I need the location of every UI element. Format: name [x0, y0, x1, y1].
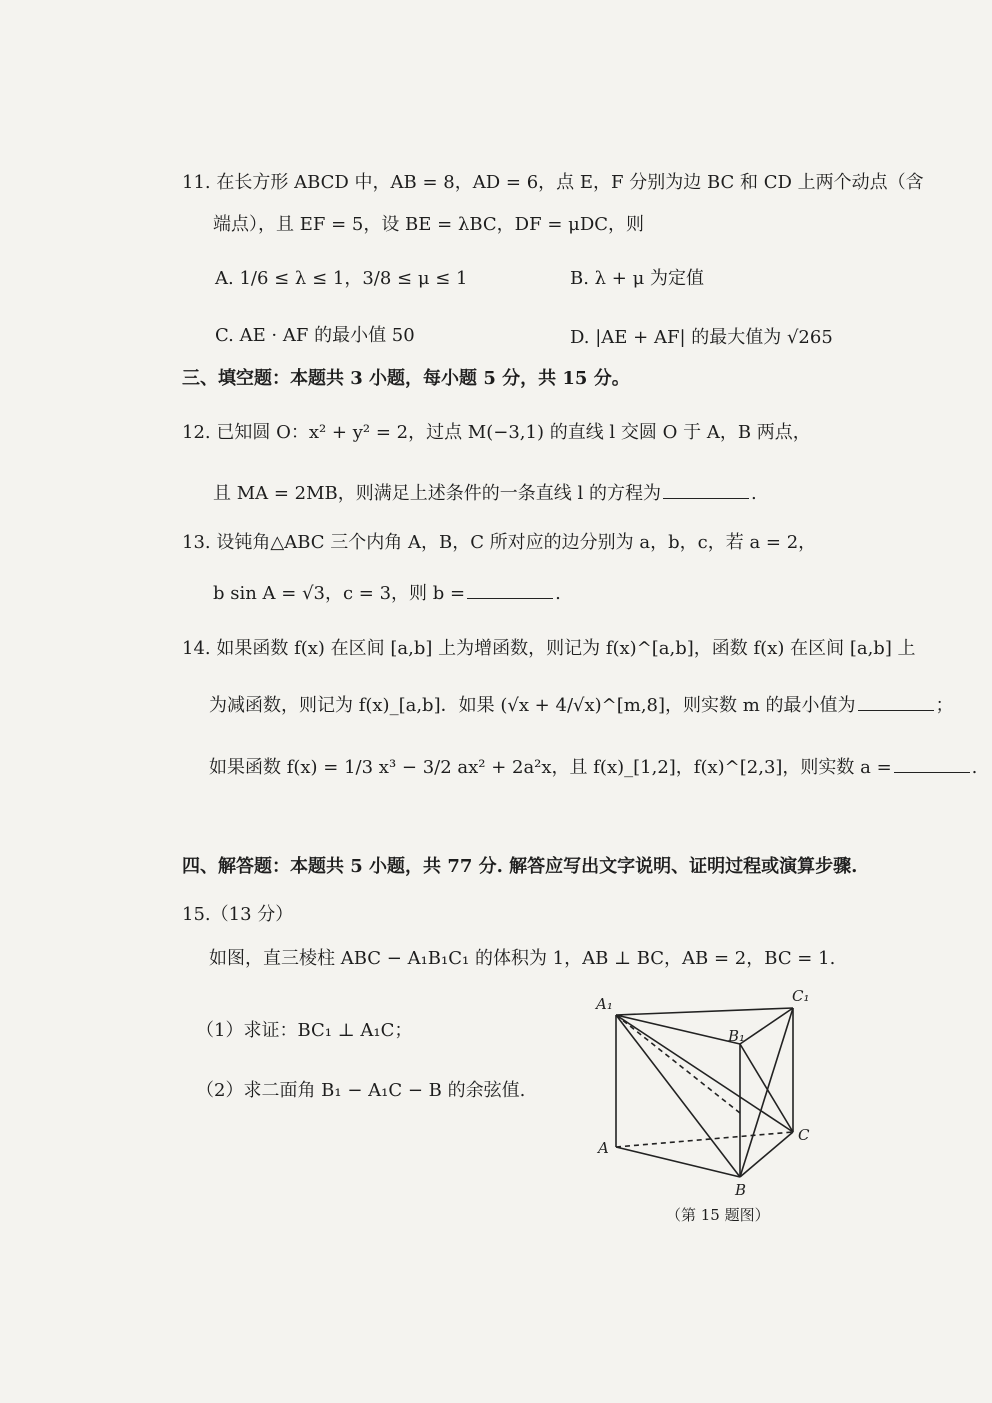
q12-line2: 且 MA = 2MB，则满足上述条件的一条直线 l 的方程为 .	[213, 483, 757, 504]
q13-line1: 13. 设钝角△ABC 三个内角 A，B，C 所对应的边分别为 a，b，c，若 a = 2，	[182, 532, 817, 553]
edge-ac-hidden	[616, 1132, 793, 1147]
section-4-heading: 四、解答题：本题共 5 小题，共 77 分. 解答应写出文字说明、证明过程或演算步骤.	[182, 856, 858, 877]
q11-option-b: B. λ + μ 为定值	[570, 268, 705, 289]
q15-header: 15.（13 分）	[182, 904, 294, 925]
diag-bc1	[740, 1008, 793, 1177]
q13-line2: b sin A = √3，c = 3，则 b = .	[213, 583, 561, 604]
figure-caption: （第 15 题图）	[666, 1206, 770, 1224]
edge-bc	[740, 1132, 793, 1177]
diag-a1c	[616, 1015, 793, 1132]
q13-answer-blank[interactable]	[467, 582, 553, 599]
label-a1: A₁	[596, 995, 613, 1013]
q11-line2: 端点），且 EF = 5，设 BE = λBC，DF = μDC，则	[213, 214, 645, 235]
q14-line3-text: 如果函数 f(x) = 1/3 x³ − 3/2 ax² + 2a²x，且 f(x)_[1,2]，f(x)^[2,3]，则实数 a =	[209, 757, 892, 778]
label-c: C	[798, 1126, 810, 1144]
q12-line1: 12. 已知圆 O：x² + y² = 2，过点 M(−3,1) 的直线 l 交圆 O 于 A，B 两点，	[182, 422, 811, 443]
q11-line1: 11. 在长方形 ABCD 中，AB = 8，AD = 6，点 E，F 分别为边 BC 和 CD 上两个动点（含	[182, 172, 924, 193]
q14-answer-blank-2[interactable]	[894, 756, 970, 773]
edge-a1c1	[616, 1008, 793, 1015]
label-c1: C₁	[792, 987, 810, 1005]
label-b: B	[735, 1181, 747, 1199]
q15-intro: 如图，直三棱柱 ABC − A₁B₁C₁ 的体积为 1，AB ⊥ BC，AB = 2，BC = 1.	[209, 948, 836, 969]
q14-answer-blank-1[interactable]	[858, 694, 934, 711]
q12-line2-text: 且 MA = 2MB，则满足上述条件的一条直线 l 的方程为	[213, 483, 661, 504]
q14-line2: 为减函数，则记为 f(x)_[a,b]．如果 (√x + 4/√x)^[m,8]，则实数 m 的最小值为 ；	[209, 695, 954, 716]
label-b1: B₁	[728, 1027, 746, 1045]
q11-option-c: C. AE · AF 的最小值 50	[215, 325, 415, 346]
q13-line2-text: b sin A = √3，c = 3，则 b =	[213, 583, 466, 604]
q15-part2: （2）求二面角 B₁ − A₁C − B 的余弦值.	[196, 1080, 526, 1101]
edge-b1c1	[740, 1008, 793, 1044]
label-a: A	[598, 1139, 609, 1157]
section-3-heading: 三、填空题：本题共 3 小题，每小题 5 分，共 15 分。	[182, 368, 630, 389]
prism-figure	[590, 985, 820, 1235]
q11-option-d: D. |AE + AF| 的最大值为 √265	[570, 327, 833, 348]
q14-line2-text: 为减函数，则记为 f(x)_[a,b]．如果 (√x + 4/√x)^[m,8]，则实数 m 的最小值为	[209, 695, 856, 716]
q12-answer-blank[interactable]	[663, 482, 749, 499]
q15-part1: （1）求证：BC₁ ⊥ A₁C；	[196, 1020, 413, 1041]
q14-line3: 如果函数 f(x) = 1/3 x³ − 3/2 ax² + 2a²x，且 f(x)_[1,2]，f(x)^[2,3]，则实数 a = .	[209, 757, 978, 778]
q11-option-a: A. 1/6 ≤ λ ≤ 1，3/8 ≤ μ ≤ 1	[215, 268, 468, 289]
q14-line1: 14. 如果函数 f(x) 在区间 [a,b] 上为增函数，则记为 f(x)^[a,b]，函数 f(x) 在区间 [a,b] 上	[182, 638, 916, 659]
diag-b1c	[740, 1044, 793, 1132]
